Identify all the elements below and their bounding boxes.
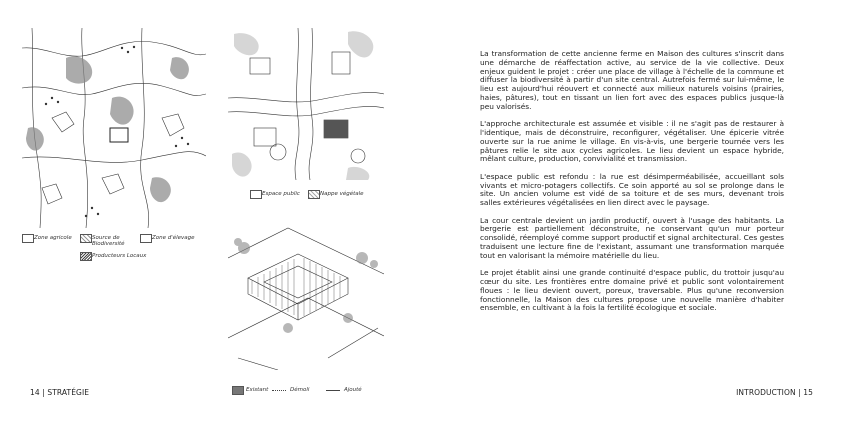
legend-label-zone-agricole: Zone agricole (34, 235, 72, 241)
legend-swatch-zone-elevage (140, 234, 152, 243)
legend-label-source-biodiversite: Source de Biodiversité (92, 235, 125, 247)
village-map-sketch (228, 28, 384, 180)
legend-swatch-producteurs-locaux (80, 252, 92, 261)
legend-swatch-zone-agricole (22, 234, 34, 243)
legend-swatch-nappe-vegetale (308, 190, 320, 199)
paragraph-3: L'espace public est refondu : la rue est désimperméabilisée, accueillant sols vivants et micro-potagers collectifs. Ce soin apporté au sol se prolonge dans le site. Un ancien volume est vidé de sa toiture et de ses murs, devenant trois salles extérieures végétalisées en lien direct avec le paysage. (480, 171, 784, 208)
legend-swatch-existant (232, 386, 244, 395)
paragraph-5: Le projet établit ainsi une grande continuité d'espace public, du trottoir jusqu'au cœur du site. Les frontières entre domaine privé et public sont volontairement floues : le lieu devient ouvert, poreux, traversable. Plus qu'une reconversion fonctionnelle, la Maison des cultures propose une nouvelle manière d'habiter ensemble, en cultivant à la fois la fertilité écologique et sociale. (480, 268, 784, 313)
village-map-drawing (228, 28, 384, 180)
legend-label-zone-elevage: Zone d'élevage (152, 235, 195, 241)
right-page (421, 0, 843, 421)
paragraph-2: L'approche architecturale est assumée et visible : il ne s'agit pas de restaurer à l'identique, mais de déconstruire, reconfigurer, végétaliser. Une épicerie vitrée ouverte sur la rue anime le village. En vis-à-vis, une bergerie tournée vers les pâtures relie le site aux cycles agricoles. Le lieu devient un espace hybride, mêlant culture, production, convivialité et transmission. (480, 119, 784, 164)
territory-map-drawing (22, 28, 206, 228)
legend-swatch-demoli (272, 390, 286, 391)
legend-label-existant: Existant (246, 387, 269, 393)
left-page-folio: 14 | STRATÉGIE (30, 388, 90, 397)
paragraph-4: La cour centrale devient un jardin productif, ouvert à l'usage des habitants. La bergerie est partiellement déconstruite, ne conservant qu'un mur porteur consolidé, réemployé comme support productif et signal architectural. Ces gestes traduisent une lecture fine de l'existant, assumant une transformation marquée tout en valorisant la mémoire matérielle du lieu. (480, 215, 784, 260)
legend-label-ajoute: Ajouté (344, 387, 362, 393)
introduction-text (480, 50, 784, 322)
legend-swatch-ajoute (326, 390, 340, 391)
legend-label-espace-public: Espace public (262, 191, 300, 197)
paragraph-1: La transformation de cette ancienne ferme en Maison des cultures s'inscrit dans une démarche de réaffectation active, au service de la vie collective. Deux enjeux guident le projet : créer une place de village à l'échelle de la commune et diffuser la biodiversité à partir d'un site central. Autrefois fermé sur lui-même, le lieu est aujourd'hui réouvert et connecté aux milieux naturels voisins (prairies, haies, pâtures), tout en tissant un lien fort avec des espaces publics jusque-là peu valorisés. (480, 49, 784, 111)
legend-swatch-espace-public (250, 190, 262, 199)
legend-label-demoli: Démoli (290, 387, 310, 393)
legend-label-producteurs-locaux: Producteurs Locaux (92, 253, 147, 259)
left-page (0, 0, 421, 421)
territory-map-sketch (22, 28, 206, 228)
axonometric-sketch (228, 218, 384, 370)
axonometric-drawing (228, 218, 384, 370)
legend-label-nappe-vegetale: Nappe végétale (320, 191, 364, 197)
legend-swatch-source-biodiversite (80, 234, 92, 243)
right-page-folio: INTRODUCTION | 15 (736, 388, 813, 397)
